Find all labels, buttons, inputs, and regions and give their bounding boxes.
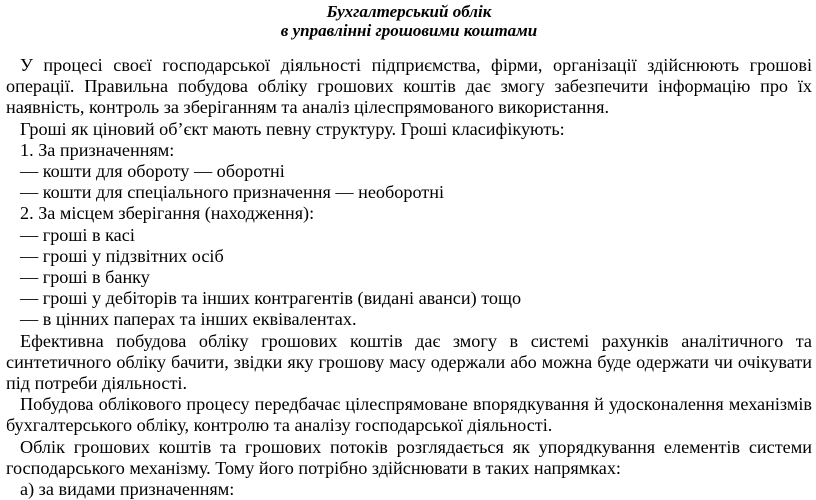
paragraph-intro: У процесі своєї господарської діяльності підприємства, фірми, організації здійснюють грошові операції. Правильна побудова обліку грошових коштів дає змогу забезпечити інформацію про їх наявність, контроль за зберіганням та аналіз цілеспрямованого використання. [6,55,812,118]
list-item: — гроші у підзвітних осіб [20,245,224,266]
title-block [6,2,812,40]
document-title: Бухгалтерський облік [326,2,492,21]
list-item-by-purpose: а) за видами призначенням: [20,479,235,500]
document-subtitle: в управлінні грошовими коштами [280,21,538,40]
list-item: — в цінних паперах та інших еквівалентах. [20,309,357,330]
document-page [6,0,812,500]
paragraph-cash-flows: Облік грошових коштів та грошових потоків розглядається як упорядкування елементів системи господарського механізму. Тому його потрібно здійснювати в таких напрямках: [6,436,812,478]
list-item: 2. За місцем зберігання (находження): [20,203,315,224]
paragraph-effective-accounting: Ефективна побудова обліку грошових коштів дає змогу в системі рахунків аналітичного та синтетичного обліку бачити, звідки яку грошову масу одержали або можна буде одержати чи очікувати під потреби діяльності. [6,330,812,394]
paragraph-classification: Гроші як ціновий об’єкт мають певну структуру. Гроші класифікують: [20,118,565,139]
classification-list [6,140,812,331]
list-item: — гроші в банку [20,267,150,288]
list-item: — гроші у дебіторів та інших контрагентів (видані аванси) тощо [20,288,522,309]
paragraph-process: Побудова облікового процесу передбачає цілеспрямоване впорядкування й удосконалення механізмів бухгалтерського обліку, контролю та аналізу господарської діяльності. [6,394,812,436]
list-item: — кошти для спеціального призначення — необоротні [20,182,445,203]
list-item: — кошти для обороту — оборотні [20,161,285,182]
list-item: 1. За призначенням: [20,139,175,160]
list-item: — гроші в касі [20,224,135,245]
